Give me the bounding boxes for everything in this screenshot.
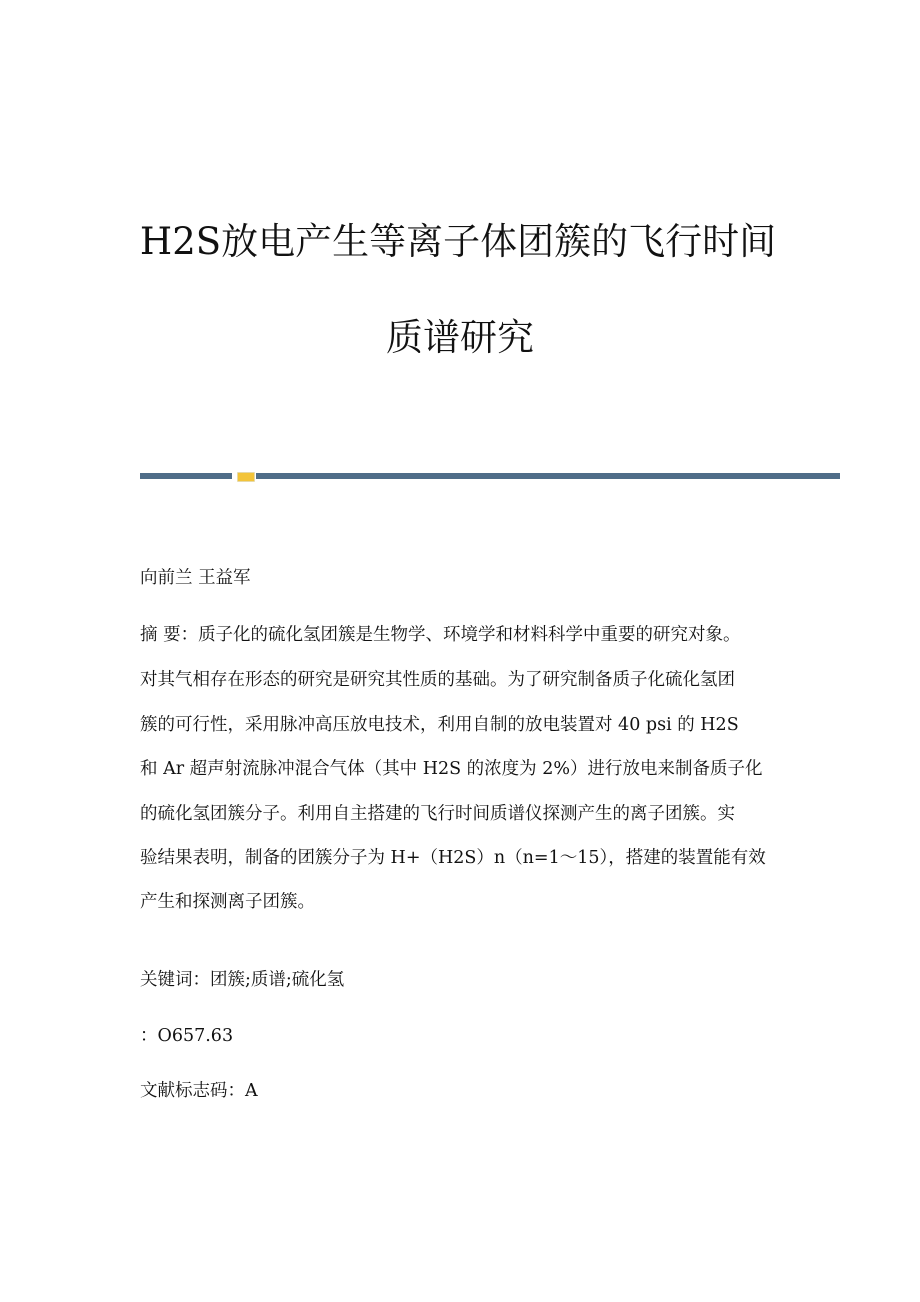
- abstract-line: 产生和探测离子团簇。: [140, 892, 315, 912]
- classification-number: ：O657.63: [140, 1026, 234, 1046]
- abstract-line: 摘 要：质子化的硫化氢团簇是生物学、环境学和材料科学中重要的研究对象。: [140, 625, 741, 645]
- abstract-line: 簇的可行性，采用脉冲高压放电技术，利用自制的放电装置对 40 psi 的 H2S: [140, 715, 739, 735]
- document-code: 文献标志码：A: [140, 1081, 258, 1101]
- divider: [140, 472, 840, 480]
- abstract-line: 和 Ar 超声射流脉冲混合气体（其中 H2S 的浓度为 2%）进行放电来制备质子化: [140, 759, 763, 779]
- authors: 向前兰 王益军: [140, 568, 251, 588]
- divider-bar-left: [140, 473, 232, 479]
- title-line-1: H2S放电产生等离子体团簇的飞行时间: [139, 220, 777, 263]
- divider-bar-right: [256, 473, 840, 479]
- envelope-icon: [237, 472, 255, 482]
- abstract-line: 验结果表明，制备的团簇分子为 H+（H2S）n（n=1～15），搭建的装置能有效: [140, 848, 766, 868]
- abstract-line: 的硫化氢团簇分子。利用自主搭建的飞行时间质谱仪探测产生的离子团簇。实: [140, 804, 735, 824]
- keywords: 关键词：团簇;质谱;硫化氢: [140, 970, 345, 990]
- abstract-line: 对其气相存在形态的研究是研究其性质的基础。为了研究制备质子化硫化氢团: [140, 670, 735, 690]
- title-line-2: 质谱研究: [386, 316, 534, 359]
